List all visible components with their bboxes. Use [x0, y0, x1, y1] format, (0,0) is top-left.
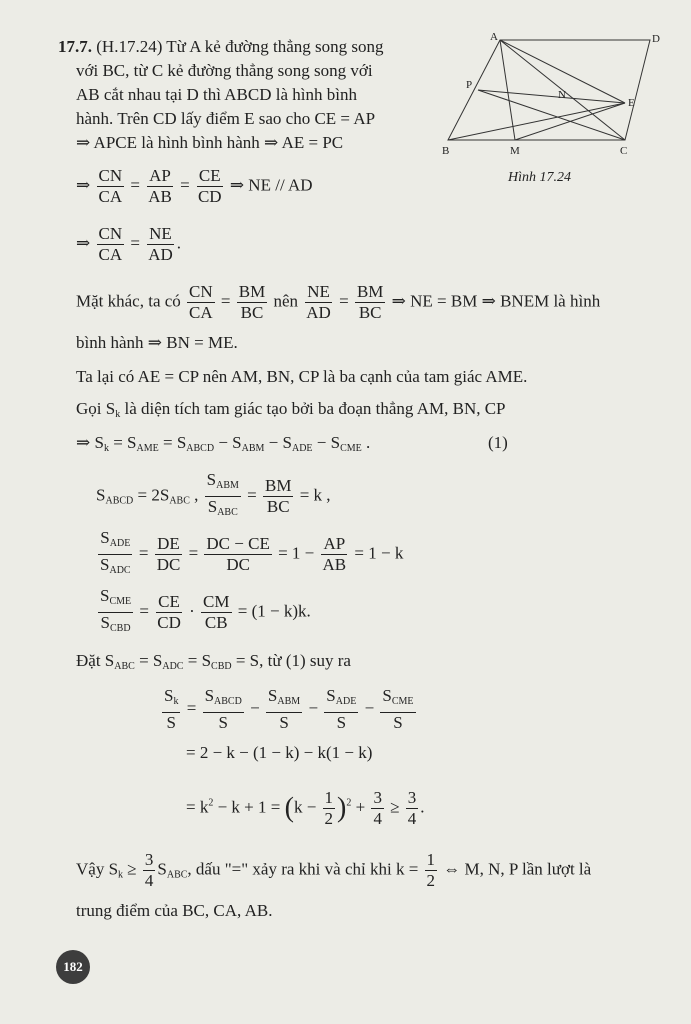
problem-label: 17.7. [58, 37, 92, 56]
goisk-line: Gọi $S_k$ là diện tích tam giác tạo bởi ba đoạn thẳng AM, BN, CP [76, 399, 506, 420]
ratio-line-1: ⇒ $\frac{CN}{CA}$ = $\frac{AP}{AB}$ = $\frac{CE}{CD}$ ⇒ NE // AD [76, 166, 313, 206]
label-N: N [558, 89, 566, 101]
eq1-line: ⇒ $S_k = S_{AME} = S_{ABCD} - S_{ABM} - S_{ADE} - S_{CME}$ . [76, 433, 371, 454]
intro-line-3: AB cắt nhau tại D thì ABCD là hình bình [76, 85, 357, 104]
label-E: E [628, 97, 635, 109]
ratio-line-2: ⇒ $\frac{CN}{CA}$ = $\frac{NE}{AD}$ . [76, 224, 182, 264]
sabcd-line: $S_{ABCD} = 2S_{ABC}$ , $\frac{S_{ABM}}{S_{ABC}}$ = $\frac{BM}{BC}$ = k , [96, 470, 331, 518]
matkhac-line: Mặt khác, ta có $\frac{CN}{CA}$ = $\frac{BM}{BC}$ nên $\frac{NE}{AD}$ = $\frac{BM}{BC}$ ⇒ NE = BM ⇒ BNEM là hình [76, 282, 601, 322]
last-line: trung điểm của BC, CA, AB. [76, 901, 273, 920]
label-A: A [490, 31, 498, 43]
intro-line-1: 17.7. (H.17.24) Từ A kẻ đường thẳng song song [58, 37, 384, 56]
vay-line: Vậy $S_k$ ≥ $\frac{3}{4}$ $S_{ABC}$, dấu "=" xảy ra khi và chỉ khi k = $\frac{1}{2}$ ⇔ M, N, P lần lượt là [76, 850, 592, 890]
binhhanh-line: bình hành ⇒ BN = ME. [76, 333, 238, 352]
sade-line: $\frac{S_{ADE}}{S_{ADC}}$ = $\frac{DE}{DC}$ = $\frac{DC - CE}{DC}$ = 1 − $\frac{AP}{AB}$ = 1 − k [100, 528, 404, 576]
intro-line-4: hành. Trên CD lấy điểm E sao cho CE = AP [76, 109, 376, 128]
label-D: D [652, 33, 660, 45]
sk-ratio-line: $\frac{S_k}{S}$ = $\frac{S_{ABCD}}{S}$ − $\frac{S_{ABM}}{S}$ − $\frac{S_{ADE}}{S}$ − $\frac{S_{CME}}{S}$ [164, 686, 414, 732]
page-number-badge: 182 [56, 950, 90, 984]
dat-line: Đặt $S_{ABC} = S_{ADC} = S_{CBD} = S$, từ (1) suy ra [76, 651, 351, 672]
simplify-line: = 2 − k − (1 − k) − k(1 − k) [186, 743, 373, 762]
square-line: = $k^2 - k + 1 = (k$ − $\frac{1}{2}$ )$^2$ + $\frac{3}{4}$ ≥ $\frac{3}{4}$ . [186, 788, 425, 828]
talaico-line: Ta lại có AE = CP nên AM, BN, CP là ba cạnh của tam giác AME. [76, 367, 528, 386]
scme-line: $\frac{S_{CME}}{S_{CBD}}$ = $\frac{CE}{CD}$ · $\frac{CM}{CB}$ = (1 − k)k. [100, 586, 311, 634]
label-M: M [510, 145, 520, 157]
label-B: B [442, 145, 450, 157]
label-P: P [466, 79, 473, 91]
geometry-figure [440, 28, 670, 168]
eq1-label: (1) [488, 433, 508, 452]
intro-line-2: với BC, từ C kẻ đường thẳng song song với [76, 61, 373, 80]
label-C: C [620, 145, 628, 157]
intro-line-5: ⇒ APCE là hình bình hành ⇒ AE = PC [76, 133, 344, 152]
figure-caption: Hình 17.24 [508, 170, 571, 185]
